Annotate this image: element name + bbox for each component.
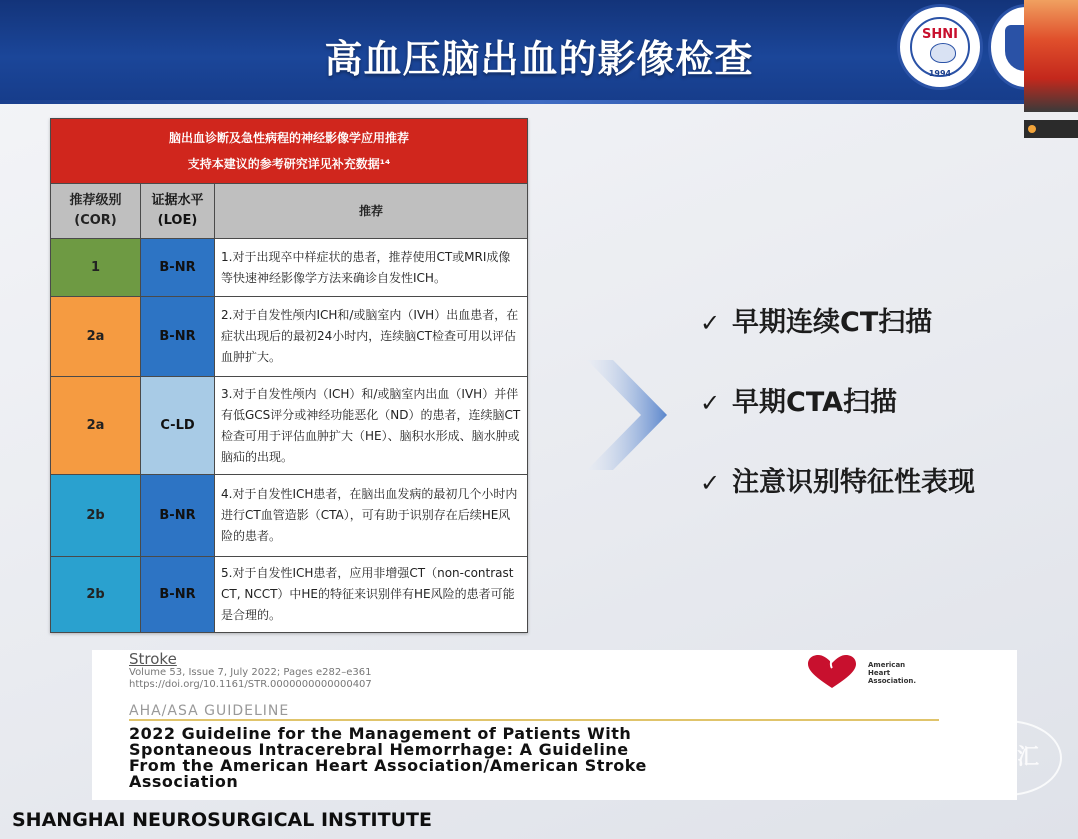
table-row [51, 557, 528, 633]
table-row [51, 377, 528, 475]
aha-line3: Association. [868, 677, 917, 685]
user-icon [1028, 125, 1036, 133]
journal-volume [129, 667, 372, 691]
cor-cell: 2b [51, 475, 141, 557]
watermark: 医会汇 [950, 720, 1062, 796]
cor-cell: 1 [51, 239, 141, 297]
shni-logo-year: 1994 [928, 69, 952, 78]
guideline-title-line4: Association [129, 772, 239, 791]
aha-line1: American [868, 661, 906, 669]
header-loe [141, 184, 215, 239]
checklist-item [700, 460, 975, 499]
header-divider [0, 100, 1078, 104]
guideline-title [129, 726, 989, 790]
checklist-text: 早期连续CT扫描 [732, 307, 933, 338]
cor-cell: 2a [51, 377, 141, 475]
guideline-title-line3: From the American Heart Association/American Stroke [129, 756, 647, 775]
header-cor-abbr: (COR) [74, 213, 117, 228]
header-recommendation: 推荐 [215, 184, 528, 239]
aha-wordmark [868, 661, 916, 685]
doi-link[interactable]: https://doi.org/10.1161/STR.0000000000000407 [129, 679, 372, 690]
recommendation-text: 2.对于自发性颅内ICH和/或脑室内（IVH）出血患者，在症状出现后的最初24小时内，连续脑CT检查可用以评估血肿扩大。 [215, 297, 528, 377]
guideline-tag: AHA/ASA GUIDELINE [129, 703, 290, 719]
loe-cell: B-NR [141, 297, 215, 377]
table-row [51, 239, 528, 297]
checklist-item [700, 300, 932, 339]
check-icon: ✓ [700, 309, 721, 337]
guideline-title-line1: 2022 Guideline for the Management of Patients With [129, 724, 632, 743]
recommendation-table [50, 118, 528, 633]
citation-divider [129, 719, 939, 721]
header-cor-label: 推荐级别 [69, 193, 122, 208]
journal-name: Stroke [129, 650, 177, 668]
presenter-video-thumbnail[interactable] [1024, 0, 1078, 112]
check-icon: ✓ [700, 389, 721, 417]
aha-line2: Heart [868, 669, 891, 677]
check-icon: ✓ [700, 469, 721, 497]
table-title [51, 119, 528, 184]
header-loe-abbr: (LOE) [157, 213, 198, 228]
shni-logo-text: SHNI [922, 27, 958, 42]
recommendation-text: 5.对于自发性ICH患者，应用非增强CT（non-contrast CT, NCCT）中HE的特征来识别伴有HE风险的患者可能是合理的。 [215, 557, 528, 633]
guideline-citation [92, 650, 1017, 800]
loe-cell: B-NR [141, 239, 215, 297]
loe-cell: B-NR [141, 557, 215, 633]
header-cor [51, 184, 141, 239]
table-title-line2: 支持本建议的参考研究详见补充数据¹⁴ [187, 157, 391, 171]
brain-icon [930, 43, 956, 63]
recommendation-text: 4.对于自发性ICH患者，在脑出血发病的最初几个小时内进行CT血管造影（CTA），可有助于识别存在后续HE风险的患者。 [215, 475, 528, 557]
guideline-title-line2: Spontaneous Intracerebral Hemorrhage: A Guideline [129, 740, 629, 759]
checklist-text: 早期CTA扫描 [732, 387, 898, 418]
table-row [51, 475, 528, 557]
chevron-right-icon [587, 360, 671, 470]
volume-text: Volume 53, Issue 7, July 2022; Pages e282–e361 [129, 667, 372, 678]
header-loe-label: 证据水平 [151, 193, 204, 208]
loe-cell: C-LD [141, 377, 215, 475]
shni-logo [897, 4, 983, 90]
presenter-video-bar[interactable] [1024, 120, 1078, 138]
table-title-line1: 脑出血诊断及急性病程的神经影像学应用推荐 [168, 131, 409, 145]
loe-cell: B-NR [141, 475, 215, 557]
table-row [51, 297, 528, 377]
checklist-item [700, 380, 897, 419]
slide-title: 高血压脑出血的影像检查 [324, 37, 754, 81]
checklist-text: 注意识别特征性表现 [732, 467, 975, 498]
cor-cell: 2b [51, 557, 141, 633]
cor-cell: 2a [51, 297, 141, 377]
recommendation-text: 3.对于自发性颅内（ICH）和/或脑室内出血（IVH）并伴有低GCS评分或神经功能恶化（ND）的患者，连续脑CT检查可用于评估血肿扩大（HE）、脑积水形成、脑水肿或脑疝的出现。 [215, 377, 528, 475]
institute-footer: SHANGHAI NEUROSURGICAL INSTITUTE [12, 809, 432, 831]
recommendation-text: 1.对于出现卒中样症状的患者，推荐使用CT或MRI成像等快速神经影像学方法来确诊自发性ICH。 [215, 239, 528, 297]
